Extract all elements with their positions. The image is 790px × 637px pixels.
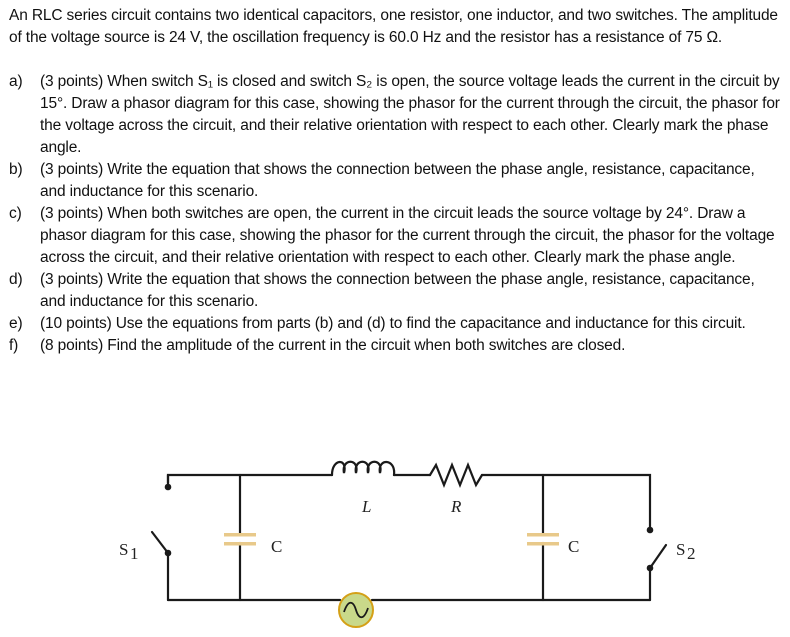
switch-s2-label-main: S [676,540,686,559]
switch-s2-label-sub: 2 [687,544,696,563]
circuit-diagram [0,440,790,637]
part-label: c) [9,205,22,222]
inductor-label: L [362,497,372,516]
part-text: (8 points) Find the amplitude of the current in the circuit when both switches are closed. [40,337,626,354]
part-label: a) [9,73,23,90]
inductor-coil [332,462,394,475]
switch-s1 [152,484,171,557]
problem-part-a [9,71,785,159]
capacitor-right [527,533,559,546]
resistor-zigzag [430,465,482,485]
circuit-wires [168,462,650,600]
capacitor-left-label: C [271,537,283,556]
part-text: (3 points) Write the equation that shows the connection between the phase angle, resistance, capacitance, and inductance for this scenario. [40,161,755,200]
switch-s2 [647,527,666,572]
ac-source [339,593,373,627]
switch-s1-label-main: S [119,540,129,559]
switch-s2-label [676,540,696,563]
part-text: (10 points) Use the equations from parts (b) and (d) to find the capacitance and inductance for this circuit. [40,315,746,332]
switch-s1-label [119,540,139,563]
part-text: (3 points) When both switches are open, the current in the circuit leads the source voltage by 24°. Draw a phasor diagram for this case, showing the phasor for the current through the circuit, the phasor for the voltage across the circuit, and their relative orientation with respect to each other. Clearly mark the phase angle. [40,205,775,266]
problem-part-d [9,269,785,313]
problem-parts-list [9,71,785,357]
capacitor-right-label: C [568,537,580,556]
switch-s1-label-sub: 1 [130,544,139,563]
part-label: d) [9,271,23,288]
capacitor-left [224,533,256,546]
part-label: e) [9,315,23,332]
problem-intro: An RLC series circuit contains two identical capacitors, one resistor, one inductor, and two switches. The amplitude of the voltage source is 24 V, the oscillation frequency is 60.0 Hz and the resistor has a resistance of 75 Ω. [9,7,778,46]
part-label: f) [9,337,19,354]
problem-part-c [9,203,785,269]
problem-part-e [9,313,785,335]
part-label: b) [9,161,23,178]
problem-part-b [9,159,785,203]
problem-part-f [9,335,785,357]
resistor-label: R [451,497,462,516]
part-text: (3 points) Write the equation that shows the connection between the phase angle, resistance, capacitance, and inductance for this scenario. [40,271,755,310]
part-text: (3 points) When switch S₁ is closed and switch S₂ is open, the source voltage leads the current in the circuit by 15°. Draw a phasor diagram for this case, showing the phasor for the current through the circuit, the phasor for the voltage across the circuit, and their relative orientation with respect to each other. Clearly mark the phase angle. [40,73,780,156]
